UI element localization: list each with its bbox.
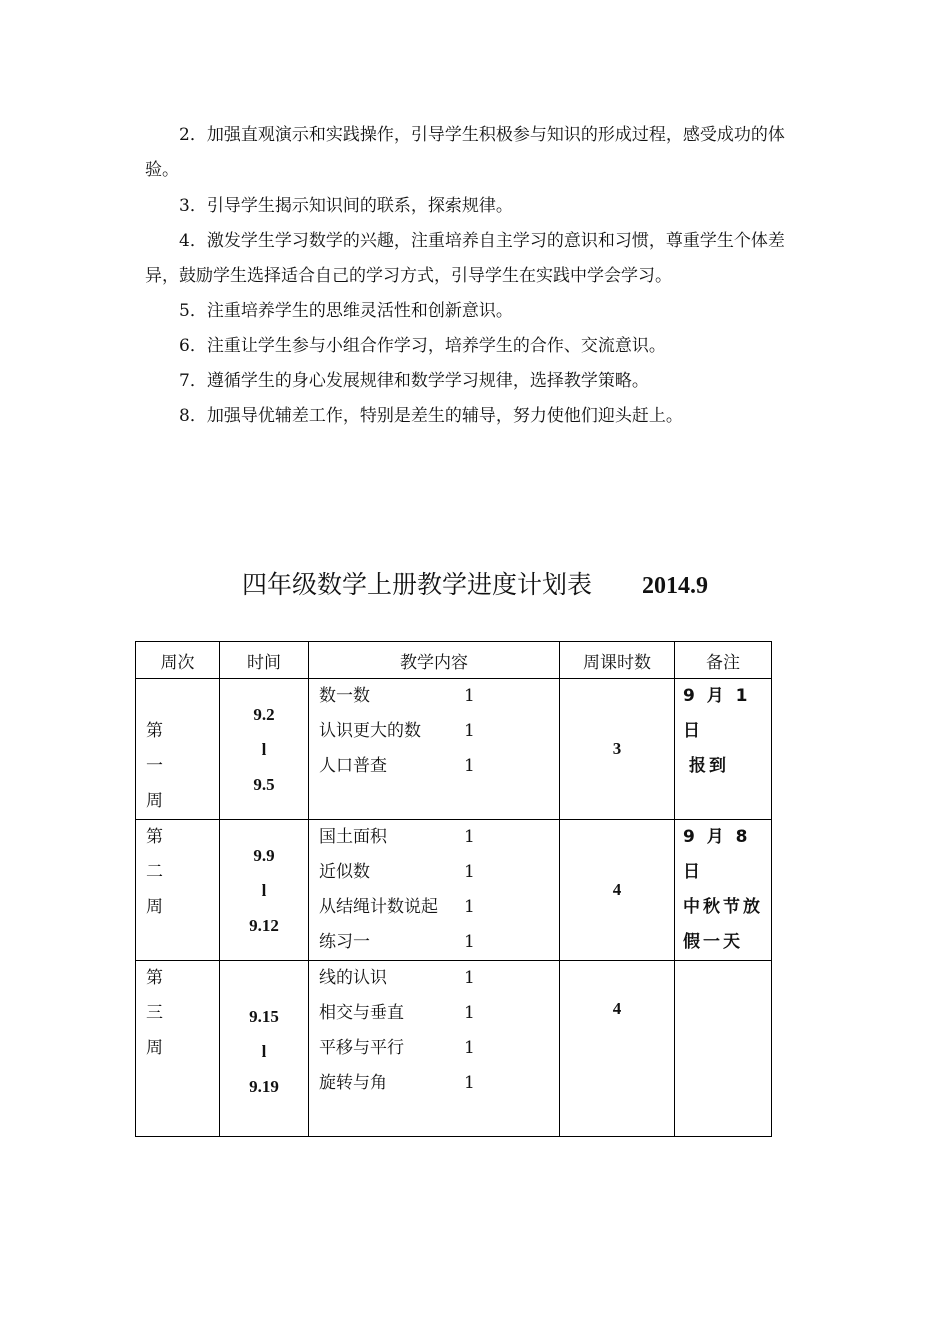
- week-char: 第: [146, 827, 163, 847]
- paragraph-5: 5．注重培养学生的思维灵活性和创新意识。: [179, 301, 513, 321]
- time-separator: l: [261, 740, 267, 759]
- lesson-name: 人口普查: [319, 756, 387, 776]
- time-end: 9.5: [253, 775, 275, 794]
- time-cell: [220, 679, 309, 820]
- time-start: 9.2: [253, 705, 275, 724]
- lesson-name: 旋转与角: [319, 1073, 387, 1093]
- note-line: 9 月 1 日: [683, 686, 751, 741]
- lesson-name: 线的认识: [319, 968, 387, 988]
- lesson-item: [309, 996, 559, 1031]
- lesson-name: 从结绳计数说起: [319, 897, 438, 917]
- lesson-hours: 1: [464, 686, 475, 706]
- lesson-name: 认识更大的数: [319, 721, 421, 741]
- week-char: 第: [146, 721, 163, 741]
- lesson-item: [309, 855, 559, 890]
- note-line: 9 月 8 日: [683, 827, 751, 882]
- paragraph-7: 7．遵循学生的身心发展规律和数学学习规律，选择教学策略。: [179, 371, 649, 391]
- title-date: 2014.9: [642, 573, 708, 599]
- weekly-hours-cell: 4: [560, 961, 675, 1137]
- lesson-hours: 1: [464, 721, 475, 741]
- table-header-row: [136, 642, 772, 679]
- time-separator: l: [261, 881, 267, 900]
- week-char: 周: [146, 1038, 163, 1058]
- paragraph-6: 6．注重让学生参与小组合作学习，培养学生的合作、交流意识。: [179, 336, 666, 356]
- table-row: [136, 820, 772, 961]
- lesson-item: [309, 961, 559, 996]
- schedule-table: [135, 641, 772, 1137]
- paragraph-8: 8．加强导优辅差工作，特别是差生的辅导，努力使他们迎头赶上。: [179, 406, 683, 426]
- header-week: 周次: [136, 642, 220, 679]
- note-line: 假一天: [683, 932, 743, 952]
- content-cell: [309, 961, 560, 1137]
- lesson-item: [309, 1066, 559, 1101]
- content-cell: [309, 679, 560, 820]
- note-cell: [675, 961, 772, 1137]
- time-separator: l: [261, 1042, 267, 1061]
- week-cell: [136, 820, 220, 961]
- time-end: 9.12: [249, 916, 279, 935]
- time-cell: [220, 961, 309, 1137]
- lesson-item: [309, 714, 559, 749]
- lesson-hours: 1: [464, 968, 475, 988]
- lesson-name: 相交与垂直: [319, 1003, 404, 1023]
- note-cell: [675, 820, 772, 961]
- lesson-name: 平移与平行: [319, 1038, 404, 1058]
- lesson-item: [309, 1031, 559, 1066]
- lesson-hours: 1: [464, 932, 475, 952]
- time-cell: [220, 820, 309, 961]
- lesson-hours: 1: [464, 1003, 475, 1023]
- note-line: 报到: [689, 756, 729, 776]
- week-char: 三: [146, 1003, 163, 1023]
- header-note: 备注: [675, 642, 772, 679]
- lesson-hours: 1: [464, 862, 475, 882]
- header-time: 时间: [220, 642, 309, 679]
- lesson-hours: 1: [464, 1073, 475, 1093]
- lesson-item: [309, 679, 559, 714]
- header-content: 教学内容: [309, 642, 560, 679]
- lesson-name: 近似数: [319, 862, 370, 882]
- lesson-item: [309, 820, 559, 855]
- table-row: [136, 679, 772, 820]
- lesson-item: [309, 925, 559, 960]
- table-row: [136, 961, 772, 1137]
- lesson-hours: 1: [464, 1038, 475, 1058]
- time-start: 9.9: [253, 846, 275, 865]
- lesson-name: 练习一: [319, 932, 370, 952]
- week-char: 二: [146, 862, 163, 882]
- page-title: [0, 565, 950, 601]
- lesson-hours: 1: [464, 827, 475, 847]
- paragraph-2: 2．加强直观演示和实践操作，引导学生积极参与知识的形成过程，感受成功的体验。: [145, 125, 785, 180]
- paragraph-4: 4．激发学生学习数学的兴趣，注重培养自主学习的意识和习惯，尊重学生个体差异，鼓励学生选择适合自己的学习方式，引导学生在实践中学会学习。: [145, 231, 785, 286]
- weekly-hours-cell: 3: [560, 679, 675, 820]
- paragraph-3: 3．引导学生揭示知识间的联系，探索规律。: [179, 196, 513, 216]
- note-line: 中秋节放: [683, 897, 763, 917]
- week-char: 一: [146, 756, 163, 776]
- note-cell: [675, 679, 772, 820]
- content-cell: [309, 820, 560, 961]
- lesson-hours: 1: [464, 897, 475, 917]
- week-char: 周: [146, 791, 163, 811]
- lesson-name: 国土面积: [319, 827, 387, 847]
- lesson-item: [309, 749, 559, 784]
- time-end: 9.19: [249, 1077, 279, 1096]
- lesson-name: 数一数: [319, 686, 370, 706]
- week-cell: [136, 961, 220, 1137]
- lesson-hours: 1: [464, 756, 475, 776]
- time-start: 9.15: [249, 1007, 279, 1026]
- lesson-item: [309, 890, 559, 925]
- week-char: 周: [146, 897, 163, 917]
- week-char: 第: [146, 968, 163, 988]
- header-hours: 周课时数: [560, 642, 675, 679]
- weekly-hours-cell: 4: [560, 820, 675, 961]
- week-cell: [136, 679, 220, 820]
- title-text: 四年级数学上册教学进度计划表: [241, 570, 592, 599]
